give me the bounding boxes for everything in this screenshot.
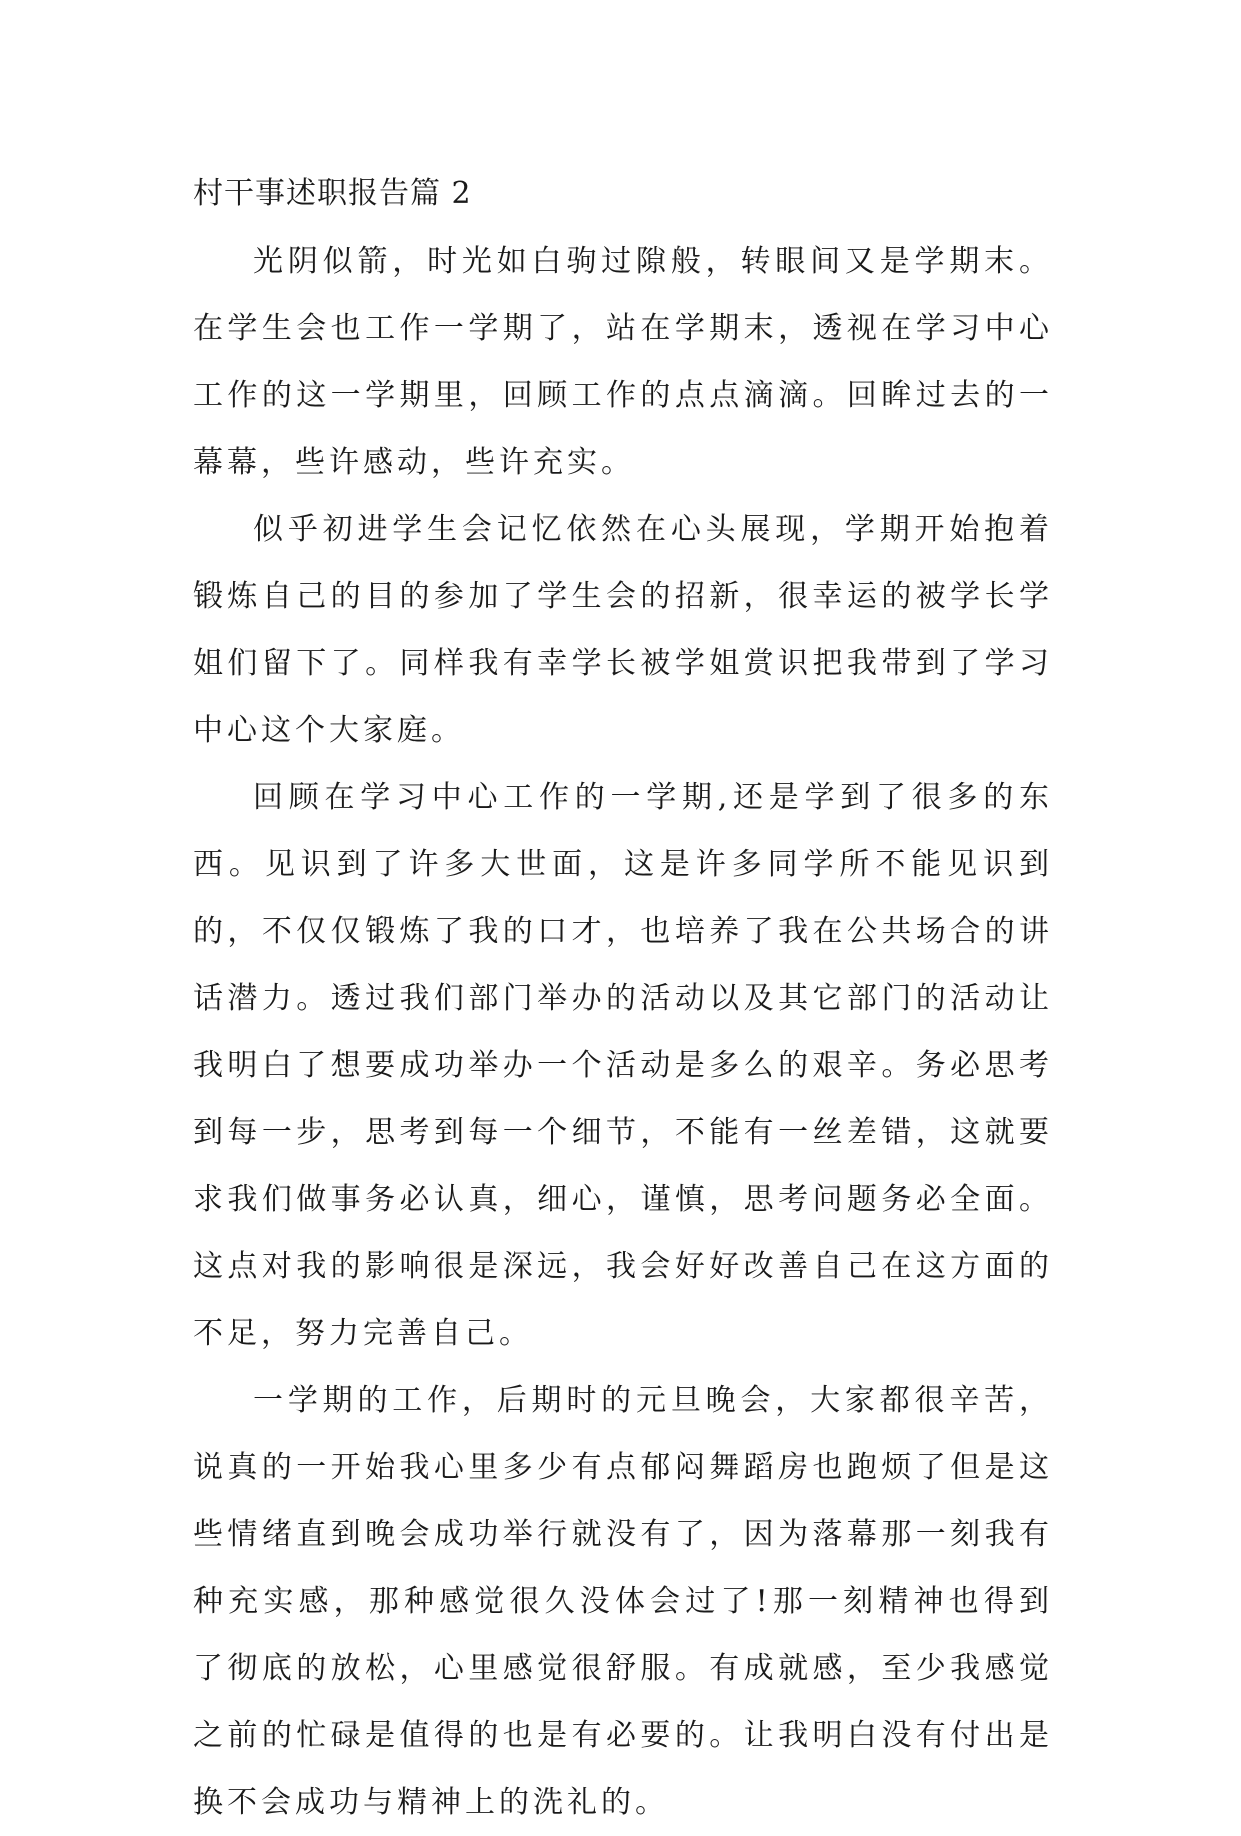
paragraph-1: 光阴似箭，时光如白驹过隙般，转眼间又是学期末。在学生会也工作一学期了，站在学期末，透视在学习中心工作的这一学期里，回顾工作的点点滴滴。回眸过去的一幕幕，些许感动，些许充实。 [193,244,1053,480]
paragraph-4: 一学期的工作，后期时的元旦晚会，大家都很辛苦，说真的一开始我心里多少有点郁闷舞蹈房也跑烦了但是这些情绪直到晚会成功举行就没有了，因为落幕那一刻我有种充实感，那种感觉很久没体会过了!那一刻精神也得到了彻底的放松，心里感觉很舒服。有成就感，至少我感觉之前的忙碌是值得的也是有必要的。让我明白没有付出是换不会成功与精神上的洗礼的。 [193,1383,1053,1820]
paragraph-2: 似乎初进学生会记忆依然在心头展现，学期开始抱着锻炼自己的目的参加了学生会的招新，很幸运的被学长学姐们留下了。同样我有幸学长被学姐赏识把我带到了学习中心这个大家庭。 [193,512,1053,748]
document-title: 村干事述职报告篇 2 [193,176,472,211]
paragraph-3: 回顾在学习中心工作的一学期,还是学到了很多的东西。见识到了许多大世面，这是许多同学所不能见识到的，不仅仅锻炼了我的口才，也培养了我在公共场合的讲话潜力。透过我们部门举办的活动以及其它部门的活动让我明白了想要成功举办一个活动是多么的艰辛。务必思考到每一步，思考到每一个细节，不能有一丝差错，这就要求我们做事务必认真，细心，谨慎，思考问题务必全面。这点对我的影响很是深远，我会好好改善自己在这方面的不足，努力完善自己。 [193,780,1053,1351]
document-body [193,160,1053,1836]
